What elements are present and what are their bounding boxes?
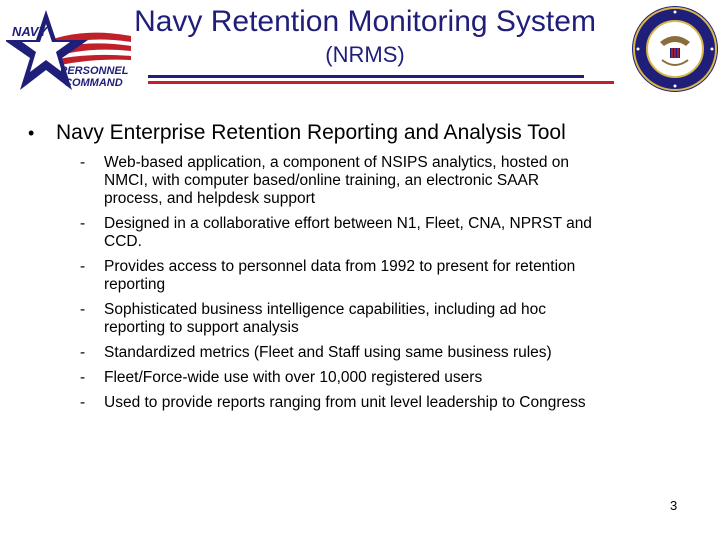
sub-bullet-line: Designed in a collaborative effort between N1, Fleet, CNA, NPRST and bbox=[104, 215, 592, 232]
sub-bullet-line: Fleet/Force-wide use with over 10,000 registered users bbox=[104, 369, 483, 386]
dash-icon: - bbox=[80, 394, 86, 411]
dash-icon: - bbox=[80, 258, 86, 275]
sub-bullet-line: reporting bbox=[104, 276, 166, 293]
bullet-dot-icon: • bbox=[28, 123, 35, 143]
dash-icon: - bbox=[80, 369, 86, 386]
navy-personnel-command-seal bbox=[630, 4, 720, 94]
page-number: 3 bbox=[670, 498, 678, 513]
sub-bullet-line: NMCI, with computer based/online training, an electronic SAAR bbox=[104, 172, 540, 189]
logo-text-command: COMMAND bbox=[64, 77, 123, 89]
dash-icon: - bbox=[80, 301, 86, 318]
sub-bullet-line: CCD. bbox=[104, 233, 142, 250]
title-rule-navy bbox=[148, 75, 584, 78]
sub-bullet bbox=[70, 154, 690, 208]
sub-bullet bbox=[70, 394, 690, 412]
slide-title: Navy Retention Monitoring System bbox=[134, 5, 596, 38]
sub-bullet-line: reporting to support analysis bbox=[104, 319, 299, 336]
sub-bullet bbox=[70, 369, 690, 387]
sub-bullet-line: Provides access to personnel data from 1992 to present for retention bbox=[104, 258, 576, 275]
dash-icon: - bbox=[80, 215, 86, 232]
logo-text-personnel: PERSONNEL bbox=[60, 65, 129, 77]
sub-bullet-line: process, and helpdesk support bbox=[104, 190, 316, 207]
sub-bullet-line: Standardized metrics (Fleet and Staff using same business rules) bbox=[104, 344, 552, 361]
sub-bullet-line: Web-based application, a component of NSIPS analytics, hosted on bbox=[104, 154, 569, 171]
main-bullet-text: Navy Enterprise Retention Reporting and Analysis Tool bbox=[56, 121, 566, 144]
sub-bullet bbox=[70, 258, 690, 294]
seal-icon bbox=[630, 4, 720, 94]
slide-subtitle: (NRMS) bbox=[325, 42, 405, 67]
sub-bullet bbox=[70, 344, 690, 362]
sub-bullet bbox=[70, 215, 690, 251]
sub-bullet-line: Sophisticated business intelligence capabilities, including ad hoc bbox=[104, 301, 547, 318]
sub-bullet-list bbox=[70, 154, 690, 419]
sub-bullet-line: Used to provide reports ranging from unit level leadership to Congress bbox=[104, 394, 586, 411]
logo-text-navy: NAVY bbox=[12, 24, 48, 39]
sub-bullet bbox=[70, 301, 690, 337]
dash-icon: - bbox=[80, 344, 86, 361]
dash-icon: - bbox=[80, 154, 86, 171]
title-rule-red bbox=[148, 81, 614, 84]
